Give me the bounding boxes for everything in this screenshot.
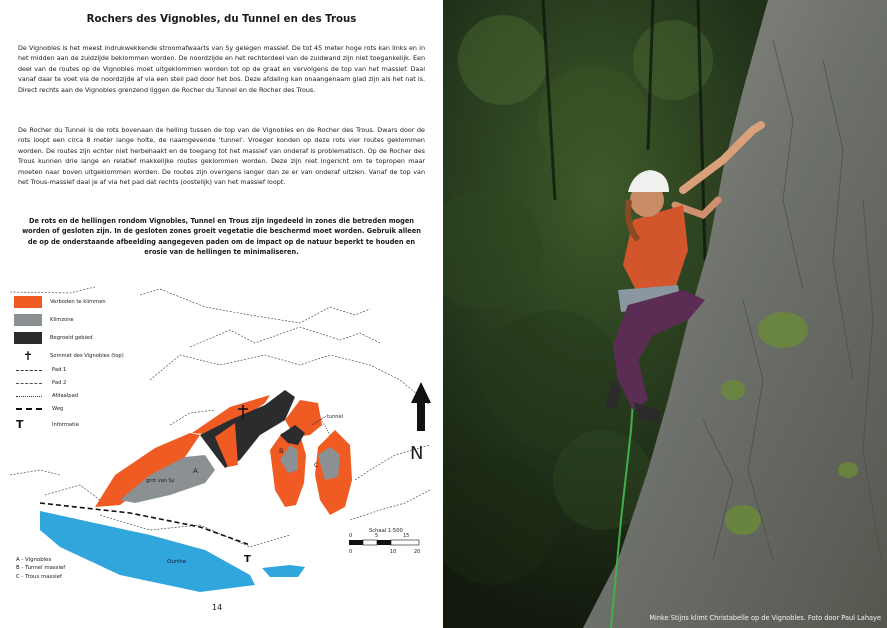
paragraph-tunnel-trous: De Rocher du Tunnel is de rots bovenaan de helling tussen de top van de Vignobles en de Rocher des Trous. Dwars door de rots loopt een circa 8 meter lange holte, de naamgevende 'tunnel'. Vroeger konden op deze rots vier routes geklommen worden. De routes zijn echter niet herbehaakt en de toegang tot het massief van onderaf is problematisch. Op de Rocher des Trous kunnen drie lange en relatief makkelijke routes geklommen worden. Deze zijn niet ingericht om te topropen maar moeten naar boven uitgeklommen worden. De routes zijn overigens langer dan ze er van onderaf uitzien. Vanaf de top van het Trous-massief daal je af via het pad dat rechts (oostelijk) van het massief loopt. (18, 126, 425, 187)
scale-bar (349, 540, 419, 545)
legend-swatch-grey (14, 314, 42, 326)
legend-begroeid (14, 332, 93, 344)
tunnel-label: tunnel (327, 414, 343, 420)
photo-caption: Minke Stijns klimt Christabelle op de Vignobles. Foto door Paul Lahaye (649, 614, 881, 622)
scale-label: Schaal 1:500 (369, 528, 403, 534)
scale-bottom-0: 0 (349, 549, 353, 555)
scale-bottom-1: 10 (390, 549, 397, 555)
zone-a-label: A (193, 467, 198, 475)
zone-key-a: A - Vignobles (16, 557, 52, 563)
scale-bottom-2: 20 (414, 549, 421, 555)
paragraph-vignobles: De Vignobles is het meest indrukwekkende stroomafwaarts van Sy gelegen massief. De tot 45 meter hoge rots kan links en in het midden aan de zuidzijde beklommen worden. De noordzijde en het rechterdeel van de zuidwand zijn niet toegankelijk. Een deel van de routes op de Vignobles moet uitgeklommen worden tot op de graat en vervolgens de top van het massief. Daal vanaf daar te voet via de noordzijde af via een steil pad door het bos. Deze afdaling kan onaangenaam glad zijn als het nat is. Direct rechts aan de Vignobles grenzend liggen de Rocher du Tunnel en de Rocher des Trous. (18, 44, 425, 94)
river-branch (262, 565, 305, 577)
grot-label: grot van Sy (146, 478, 175, 484)
legend-label: Weg (52, 406, 64, 412)
paragraph-zones: De rots en de hellingen rondom Vignobles, Tunnel en Trous zijn ingedeeld in zones die betreden mogen worden of gesloten zijn. In de gesloten zones groeit vegetatie die beschermd moet worden. Gebruik alleen de op de onderstaande afbeelding aangegeven paden om de impact op de natuur beperkt te houden en erosie van de hellingen te minimaliseren. (22, 217, 421, 257)
legend-line-dashed (16, 370, 42, 371)
legend-verboden (14, 296, 106, 308)
info-t-icon: T (16, 418, 24, 431)
legend-line-bold (16, 408, 42, 410)
zone-c-label: C (314, 461, 319, 469)
north-label: N (410, 443, 424, 464)
photo-illustration (443, 0, 887, 628)
legend-pad2 (14, 380, 66, 386)
legend-label: Informatie (52, 421, 79, 428)
climbing-photo (443, 0, 887, 628)
legend-label: Pad 2 (52, 380, 67, 386)
legend-pad1 (14, 367, 66, 373)
page-number: 14 (212, 603, 223, 612)
legend-klimzone (14, 314, 74, 326)
scale-top-2: 15 (403, 533, 410, 539)
legend-line-dashdot (16, 383, 42, 384)
north-arrow-icon (411, 382, 431, 431)
legend-label: Begroeid gebied (50, 335, 93, 341)
scale-top-1: 5 (375, 533, 379, 539)
text-page (0, 0, 443, 628)
river-label: Ourthe (167, 559, 187, 565)
scale-top-0: 0 (349, 533, 353, 539)
legend-swatch-dark (14, 332, 42, 344)
cross-icon: ✝ (22, 349, 34, 363)
legend-label: Sommet des Vignobles (top) (50, 353, 124, 359)
legend-label: Klimzone (50, 317, 74, 323)
legend-afdaalpad (14, 393, 78, 399)
info-t-map-icon: T (244, 554, 251, 565)
legend-label: Afdaalpad (52, 393, 79, 399)
legend-swatch-orange (14, 296, 42, 308)
legend-label: Pad 1 (52, 367, 67, 373)
legend-label: Verboden te klimmen (50, 299, 106, 305)
zone-b-label: B (279, 447, 284, 455)
legend-informatie (14, 418, 79, 431)
zone-key-b: B - Tunnel massief (16, 565, 66, 572)
river-ourthe (40, 511, 255, 592)
legend-line-dotted (16, 396, 42, 397)
legend-weg (14, 406, 63, 412)
legend-sommet (14, 349, 124, 363)
page-title: Rochers des Vignobles, du Tunnel en des Trous (86, 14, 357, 25)
zone-key (16, 556, 65, 581)
zone-key-c: C - Trous massief (16, 573, 62, 580)
